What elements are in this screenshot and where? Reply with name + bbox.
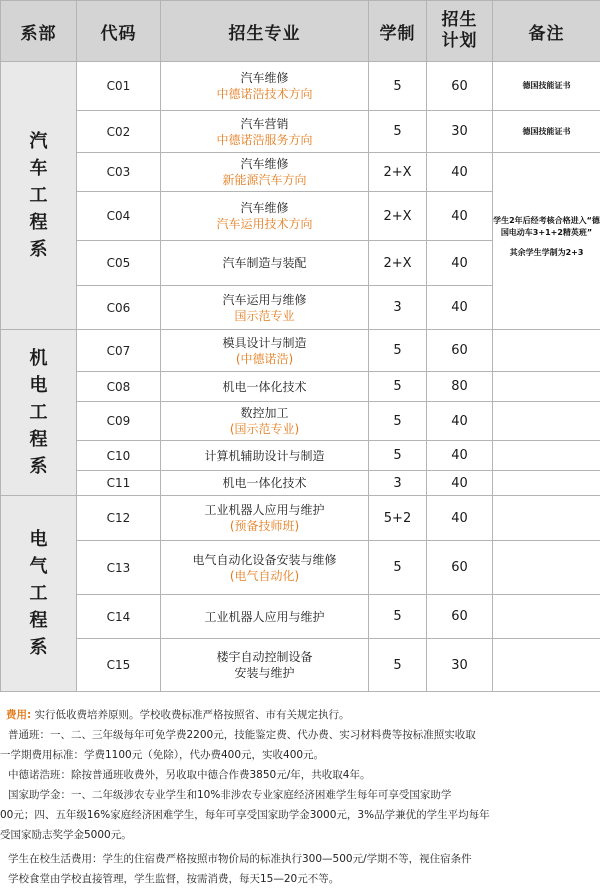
code-cell: C13 (77, 541, 161, 595)
major-cell (161, 111, 369, 153)
duration-cell: 2+X (369, 153, 427, 192)
header-remarks: 备注 (493, 1, 600, 62)
plan-cell: 40 (427, 192, 493, 241)
department-char: 工 (29, 402, 48, 423)
table-row (1, 330, 600, 372)
code-cell: C09 (77, 402, 161, 441)
plan-cell: 40 (427, 441, 493, 471)
code-cell: C06 (77, 286, 161, 330)
major-direction: 中德诺浩服务方向 (216, 132, 313, 147)
table-row (1, 639, 600, 692)
major-cell (161, 441, 369, 471)
department-char: 电 (29, 375, 48, 396)
code-cell: C05 (77, 241, 161, 286)
major-direction: 中德诺浩技术方向 (216, 87, 313, 101)
department-cell-auto (1, 62, 77, 330)
header-department: 系部 (1, 1, 77, 62)
major-name: 汽车运用与维修 (222, 292, 307, 307)
duration-cell: 2+X (369, 241, 427, 286)
code-cell: C07 (77, 330, 161, 372)
department-char: 机 (29, 348, 48, 369)
remark-cell-empty (493, 639, 600, 692)
header-major: 招生专业 (161, 1, 369, 62)
remark-cell-empty (493, 471, 600, 496)
remark-cell-empty (493, 441, 600, 471)
table-row (1, 595, 600, 639)
table-row (1, 111, 600, 153)
table-row (1, 441, 600, 471)
fee-scholarship: 受国家励志奖学金5000元。 (0, 829, 132, 841)
code-cell: C04 (77, 192, 161, 241)
remark-cell-empty (493, 402, 600, 441)
table-row (1, 471, 600, 496)
major-name-line2: 安装与维护 (234, 666, 295, 680)
major-cell (161, 496, 369, 541)
header-plan-line2: 计划 (441, 31, 478, 51)
plan-cell: 40 (427, 241, 493, 286)
major-name: 计算机辅助设计与制造 (204, 448, 325, 463)
header-code: 代码 (77, 1, 161, 62)
duration-cell: 5 (369, 62, 427, 111)
fee-state-grant-cont: 00元；四、五年级16%家庭经济困难学生，每年可享受国家助学金3000元，3%品学兼优的学生平均每年 (0, 809, 490, 821)
major-name: 汽车维修 (240, 71, 289, 85)
major-name: 工业机器人应用与维护 (204, 609, 325, 624)
remark-cell-elite-class (493, 153, 600, 330)
department-char: 气 (29, 556, 48, 577)
duration-cell: 2+X (369, 192, 427, 241)
major-cell (161, 372, 369, 402)
major-cell (161, 471, 369, 496)
major-cell (161, 62, 369, 111)
duration-cell: 5 (369, 111, 427, 153)
major-direction: 新能源汽车方向 (222, 173, 307, 187)
header-row (1, 1, 600, 62)
code-cell: C02 (77, 111, 161, 153)
department-cell-electrical (1, 496, 77, 692)
remark-other-text: 其余学生学制为2+3 (509, 248, 584, 257)
fee-label: 费用: (6, 709, 32, 721)
plan-cell: 40 (427, 471, 493, 496)
department-char: 车 (29, 158, 48, 179)
duration-cell: 5 (369, 330, 427, 372)
major-cell (161, 541, 369, 595)
major-cell (161, 153, 369, 192)
duration-cell: 5 (369, 639, 427, 692)
table-row (1, 62, 600, 111)
fee-living-cost: 学生在校生活费用：学生的住宿费严格按照市物价局的标准执行300—500元/学期不等，视住宿条件 (8, 853, 472, 865)
header-duration: 学制 (369, 1, 427, 62)
plan-cell: 40 (427, 153, 493, 192)
major-direction: 汽车运用技术方向 (216, 217, 313, 231)
duration-cell: 5 (369, 441, 427, 471)
plan-cell: 60 (427, 541, 493, 595)
department-char: 程 (29, 610, 48, 631)
department-char: 汽 (29, 131, 48, 152)
department-char: 系 (29, 637, 48, 658)
department-char: 程 (29, 212, 48, 233)
code-cell: C10 (77, 441, 161, 471)
fee-semester-standard: 一学期费用标准：学费1100元（免除），代办费400元，实收400元。 (0, 749, 325, 761)
duration-cell: 5 (369, 595, 427, 639)
major-name: 机电一体化技术 (222, 379, 307, 394)
major-cell (161, 639, 369, 692)
code-cell: C03 (77, 153, 161, 192)
major-name: 汽车营销 (240, 116, 289, 131)
department-char: 工 (29, 185, 48, 206)
table-row (1, 153, 600, 192)
remark-elite-text: 学生2年后经考核合格进入“德国电动车3+1+2精英班” (493, 216, 600, 237)
major-cell (161, 330, 369, 372)
major-name: 汽车制造与装配 (222, 256, 307, 270)
major-name: 汽车维修 (240, 201, 289, 215)
major-cell (161, 192, 369, 241)
code-cell: C01 (77, 62, 161, 111)
table-row (1, 372, 600, 402)
plan-cell: 60 (427, 62, 493, 111)
major-name: 数控加工 (240, 406, 289, 420)
plan-cell: 40 (427, 496, 493, 541)
remark-cell-empty (493, 595, 600, 639)
major-direction: (国示范专业) (229, 422, 300, 436)
duration-cell: 5 (369, 541, 427, 595)
fee-sino-german-class: 中德诺浩班：除按普通班收费外，另收取中德合作费3850元/年，共收取4年。 (8, 769, 371, 781)
code-cell: C14 (77, 595, 161, 639)
plan-cell: 40 (427, 402, 493, 441)
major-name: 汽车维修 (240, 157, 289, 171)
fee-principle-text: 实行低收费培养原则。学校收费标准严格按照省、市有关规定执行。 (34, 709, 350, 721)
header-plan-line1: 招生 (441, 10, 478, 30)
remark-cell: 德国技能证书 (493, 111, 600, 153)
department-char: 程 (29, 429, 48, 450)
table-row (1, 496, 600, 541)
fee-intro (6, 706, 350, 724)
remark-cell-empty (493, 541, 600, 595)
code-cell: C15 (77, 639, 161, 692)
remark-cell-empty (493, 496, 600, 541)
code-cell: C12 (77, 496, 161, 541)
major-cell (161, 595, 369, 639)
department-char: 系 (29, 456, 48, 477)
department-cell-mechatronics (1, 330, 77, 496)
major-direction: (电气自动化) (229, 568, 300, 583)
plan-cell: 40 (427, 286, 493, 330)
plan-cell: 30 (427, 111, 493, 153)
plan-cell: 60 (427, 330, 493, 372)
major-name: 楼宇自动控制设备 (216, 650, 313, 664)
code-cell: C11 (77, 471, 161, 496)
major-direction: (中德诺浩) (235, 351, 294, 366)
duration-cell: 5 (369, 372, 427, 402)
plan-cell: 60 (427, 595, 493, 639)
department-char: 系 (29, 239, 48, 260)
duration-cell: 5+2 (369, 496, 427, 541)
department-char: 电 (29, 529, 48, 550)
code-cell: C08 (77, 372, 161, 402)
major-name: 机电一体化技术 (222, 476, 307, 490)
duration-cell: 5 (369, 402, 427, 441)
department-char: 工 (29, 583, 48, 604)
major-name: 模具设计与制造 (222, 335, 307, 350)
major-direction: 国示范专业 (234, 308, 295, 323)
fee-regular-class: 普通班：一、二、三年级每年可免学费2200元，技能鉴定费、代办费、实习材料费等按标准照实收取 (8, 729, 476, 741)
major-name: 电气自动化设备安装与维修 (192, 552, 337, 567)
header-plan (427, 1, 493, 62)
remark-cell: 德国技能证书 (493, 62, 600, 111)
major-direction: (预备技师班) (229, 519, 300, 533)
remark-cell-empty (493, 330, 600, 372)
duration-cell: 3 (369, 286, 427, 330)
plan-cell: 80 (427, 372, 493, 402)
major-cell (161, 402, 369, 441)
duration-cell: 3 (369, 471, 427, 496)
plan-cell: 30 (427, 639, 493, 692)
major-name: 工业机器人应用与维护 (204, 503, 325, 517)
table-row (1, 541, 600, 595)
fee-state-grant: 国家助学金：一、二年级涉农专业学生和10%非涉农专业家庭经济困难学生每年可享受国家助学 (8, 789, 452, 801)
fee-canteen: 学校食堂由学校直接管理，学生监督，按需消费，每天15—20元不等。 (8, 873, 340, 885)
remark-cell-empty (493, 372, 600, 402)
table-row (1, 402, 600, 441)
major-cell (161, 241, 369, 286)
fee-notes (0, 702, 600, 888)
major-cell (161, 286, 369, 330)
